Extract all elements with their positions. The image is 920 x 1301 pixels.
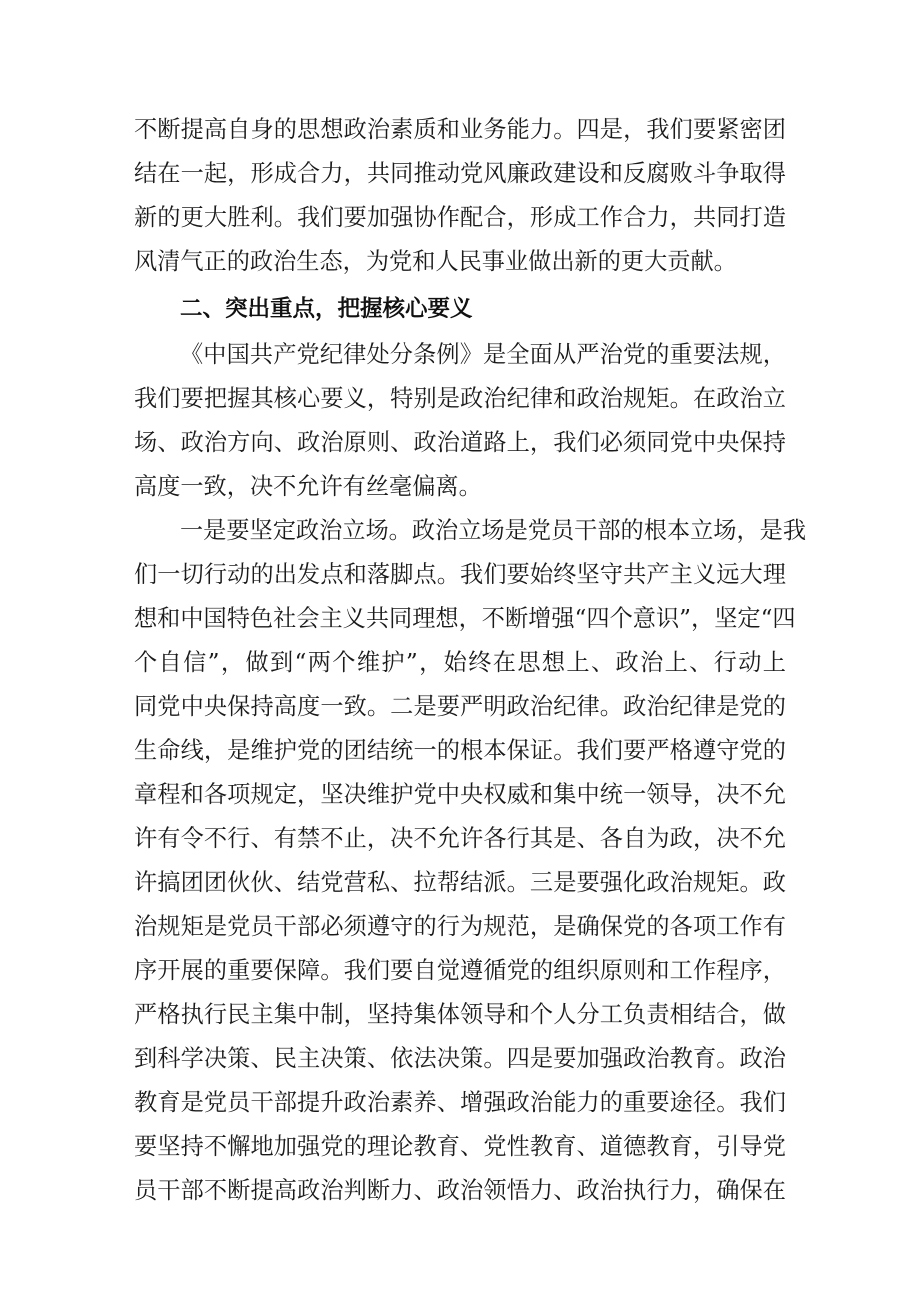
text-line: 员干部不断提高政治判断力、政治领悟力、政治执行力，确保在: [134, 1177, 786, 1204]
text-line: 们一切行动的出发点和落脚点。我们要始终坚守共产主义远大理: [134, 561, 786, 588]
text-line: 结在一起，形成合力，共同推动党风廉政建设和反腐败斗争取得: [134, 160, 786, 187]
text-line: 风清气正的政治生态，为党和人民事业做出新的更大贡献。: [134, 248, 737, 275]
text-line: 一是要坚定政治立场。政治立场是党员干部的根本立场，是我: [180, 517, 807, 544]
text-line: 到科学决策、民主决策、依法决策。四是要加强政治教育。政治: [134, 1045, 786, 1072]
text-line: 同党中央保持高度一致。二是要严明政治纪律。政治纪律是党的: [134, 693, 786, 720]
text-line: 许有令不行、有禁不止，决不允许各行其是、各自为政，决不允: [134, 825, 786, 852]
text-line: 生命线，是维护党的团结统一的根本保证。我们要严格遵守党的: [134, 737, 786, 764]
text-line: 想和中国特色社会主义共同理想，不断增强“四个意识”，坚定“四: [134, 605, 796, 632]
text-line: 序开展的重要保障。我们要自觉遵循党的组织原则和工作程序，: [134, 957, 786, 984]
text-line: 我们要把握其核心要义，特别是政治纪律和政治规矩。在政治立: [134, 385, 786, 412]
text-line: 治规矩是党员干部必须遵守的行为规范，是确保党的各项工作有: [134, 913, 786, 940]
text-line: 个自信”，做到“两个维护”，始终在思想上、政治上、行动上: [134, 649, 786, 676]
text-line: 新的更大胜利。我们要加强协作配合，形成工作合力，共同打造: [134, 204, 786, 231]
text-line: 《中国共产党纪律处分条例》是全面从严治党的重要法规，: [180, 341, 786, 368]
section-heading: 二、突出重点，把握核心要义: [180, 296, 473, 322]
text-line: 高度一致，决不允许有丝毫偏离。: [134, 473, 482, 500]
text-line: 要坚持不懈地加强党的理论教育、党性教育、道德教育，引导党: [134, 1133, 786, 1160]
text-line: 许搞团团伙伙、结党营私、拉帮结派。三是要强化政治规矩。政: [134, 869, 786, 896]
text-line: 章程和各项规定，坚决维护党中央权威和集中统一领导，决不允: [134, 781, 786, 808]
text-line: 不断提高自身的思想政治素质和业务能力。四是，我们要紧密团: [134, 116, 786, 143]
text-line: 严格执行民主集中制，坚持集体领导和个人分工负责相结合，做: [134, 1001, 786, 1028]
text-line: 教育是党员干部提升政治素养、增强政治能力的重要途径。我们: [134, 1089, 786, 1116]
text-line: 场、政治方向、政治原则、政治道路上，我们必须同党中央保持: [134, 429, 786, 456]
